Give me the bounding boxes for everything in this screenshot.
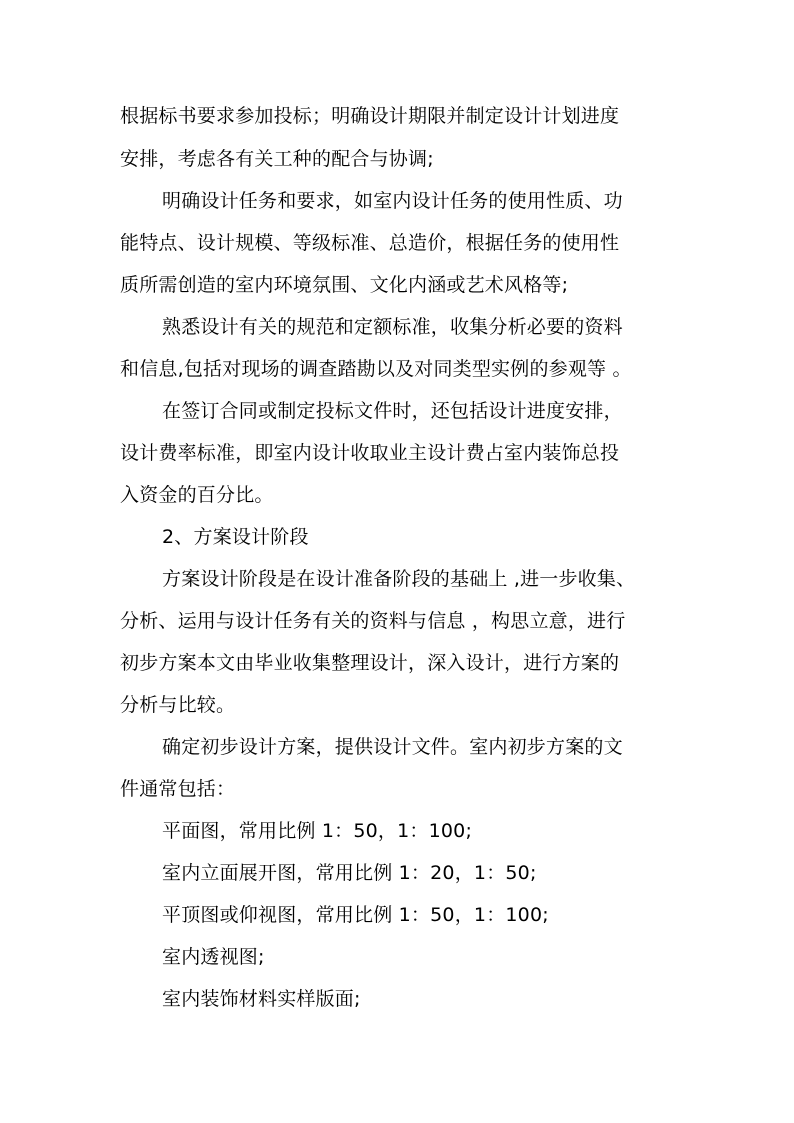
text-line: 设计费率标准，即室内设计收取业主设计费占室内装饰总投: [120, 442, 620, 464]
text-line: 和信息,包括对现场的调查踏勘以及对同类型实例的参观等 。: [120, 358, 632, 380]
list-item: 室内透视图;: [162, 946, 265, 968]
text-line: 安排，考虑各有关工种的配合与协调;: [120, 148, 434, 170]
text-line: 在签订合同或制定投标文件时，还包括设计进度安排，: [162, 400, 623, 422]
list-item: 室内装饰材料实样版面;: [162, 988, 361, 1010]
text-line: 初步方案本文由毕业收集整理设计，深入设计，进行方案的: [120, 652, 620, 674]
text-line: 明确设计任务和要求，如室内设计任务的使用性质、功: [162, 190, 623, 212]
text-line: 分析、运用与设计任务有关的资料与信息 ，构思立意，进行: [120, 610, 626, 632]
text-line: 入资金的百分比。: [120, 484, 274, 506]
list-item: 平顶图或仰视图，常用比例 1：50，1：100;: [162, 904, 549, 926]
text-line: 熟悉设计有关的规范和定额标准，收集分析必要的资料: [162, 316, 623, 338]
list-item: 平面图，常用比例 1：50，1：100;: [162, 820, 473, 842]
list-item: 室内立面展开图，常用比例 1：20，1：50;: [162, 862, 537, 884]
text-line: 分析与比较。: [120, 694, 236, 716]
text-line: 件通常包括：: [120, 778, 236, 800]
text-line: 确定初步设计方案，提供设计文件。室内初步方案的文: [162, 736, 623, 758]
text-line: 能特点、设计规模、等级标准、总造价，根据任务的使用性: [120, 232, 620, 254]
section-heading: 2、方案设计阶段: [162, 526, 309, 548]
text-line: 质所需创造的室内环境氛围、文化内涵或艺术风格等;: [120, 274, 569, 296]
text-line: 根据标书要求参加投标；明确设计期限并制定设计计划进度: [120, 105, 620, 127]
text-line: 方案设计阶段是在设计准备阶段的基础上 ,进一步收集、: [162, 568, 636, 590]
